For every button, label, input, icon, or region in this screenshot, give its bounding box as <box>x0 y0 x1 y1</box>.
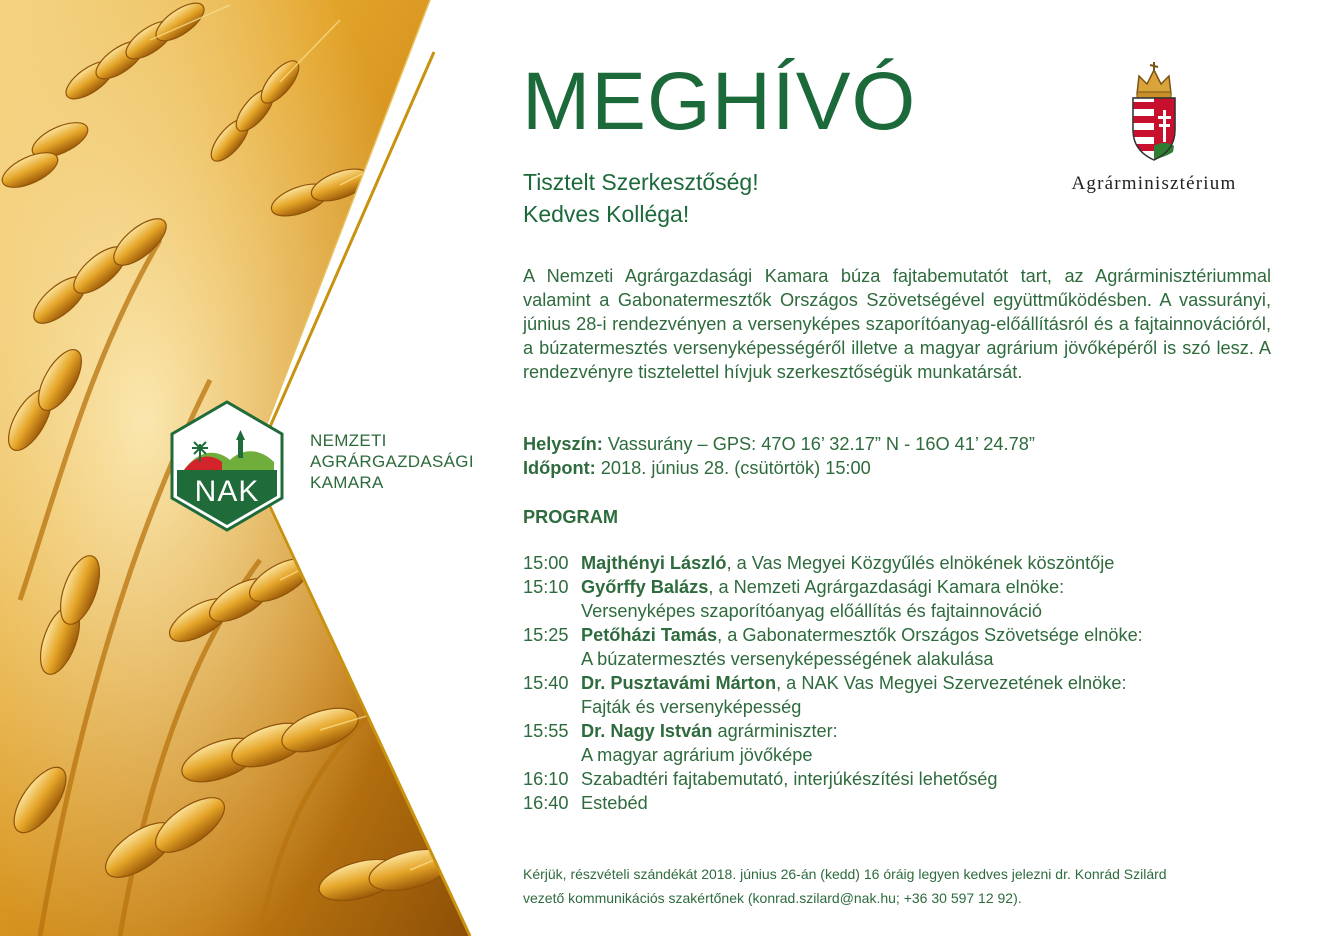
program-time: 15:55 <box>523 721 569 741</box>
program-list <box>523 551 1143 815</box>
program-role: , a NAK Vas Megyei Szervezetének elnöke: <box>776 673 1127 693</box>
program-role: , a Nemzeti Agrárgazdasági Kamara elnöke: <box>708 577 1065 597</box>
program-item <box>523 551 1143 575</box>
ministry-name: Agrárminisztérium <box>1071 173 1237 194</box>
time-label: Időpont: <box>523 458 596 478</box>
program-topic: A búzatermesztés versenyképességének alakulása <box>581 649 994 669</box>
rsvp-note <box>523 862 1167 910</box>
program-topic: A magyar agrárium jövőképe <box>581 745 813 765</box>
program-role: agrárminiszter: <box>712 721 838 741</box>
program-item <box>523 719 1143 767</box>
program-time: 15:00 <box>523 553 569 573</box>
program-item <box>523 671 1143 719</box>
invitation-text: A Nemzeti Agrárgazdasági Kamara búza fajtabemutatót tart, az Agrárminisztériummal valamint a Gabonatermesztők Országos Szövetségével együttműködésben. A vassurányi, június 28-i rendezvényen a versenyképes szaporítóanyag-előállításról és a fajtainnovációról, a búzatermesztés versenyképességéről illetve a magyar agrárium jövőképéről is szó lesz. A rendezvényre tisztelettel hívjuk szerkesztőségük munkatársát. <box>523 266 1271 382</box>
program-speaker: Majthényi László <box>581 553 727 573</box>
program-speaker: Dr. Nagy István <box>581 721 713 741</box>
program-role: , a Vas Megyei Közgyűlés elnökének köszöntője <box>726 553 1115 573</box>
location-line <box>523 432 1035 456</box>
program-role: Szabadtéri fajtabemutató, interjúkészítési lehetőség <box>581 769 998 789</box>
program-item <box>523 791 1143 815</box>
event-info <box>523 432 1035 480</box>
nak-hexagon-logo-icon <box>170 400 284 532</box>
program-speaker: Petőházi Tamás <box>581 625 718 645</box>
program-topic: Fajták és versenyképesség <box>581 697 802 717</box>
nak-name-line-2: AGRÁRGAZDASÁGI <box>310 452 474 471</box>
program-time: 16:10 <box>523 769 569 789</box>
rsvp-line-2: vezető kommunikációs szakértőnek (konrad.szilard@nak.hu; +36 30 597 12 92). <box>523 890 1022 906</box>
program-speaker: Dr. Pusztavámi Márton <box>581 673 777 693</box>
program-item <box>523 623 1143 671</box>
program-time: 16:40 <box>523 793 569 813</box>
program-topic: Versenyképes szaporítóanyag előállítás és fajtainnováció <box>581 601 1043 621</box>
program-speaker: Győrffy Balázs <box>581 577 709 597</box>
program-time: 15:40 <box>523 673 569 693</box>
location-label: Helyszín: <box>523 434 603 454</box>
page-title: MEGHÍVÓ <box>522 56 917 147</box>
program-heading: PROGRAM <box>523 507 618 527</box>
program-role: Estebéd <box>581 793 648 813</box>
hungarian-coat-of-arms-icon <box>1034 60 1274 164</box>
program-item <box>523 767 1143 791</box>
time-value: 2018. június 28. (csütörtök) 15:00 <box>595 458 871 478</box>
location-value: Vassurány – GPS: 47O 16’ 32.17” N - 16O 41’ 24.78” <box>602 434 1035 454</box>
nak-organization-name <box>310 430 474 493</box>
greeting-line-2: Kedves Kolléga! <box>523 201 690 227</box>
program-time: 15:25 <box>523 625 569 645</box>
nak-logo-text: NAK <box>194 475 260 508</box>
ministry-logo <box>1034 60 1274 194</box>
program-role: , a Gabonatermesztők Országos Szövetsége elnöke: <box>717 625 1143 645</box>
program-item <box>523 575 1143 623</box>
nak-name-line-3: KAMARA <box>310 473 384 492</box>
nak-name-line-1: NEMZETI <box>310 431 387 450</box>
greeting <box>523 166 759 230</box>
time-line <box>523 456 1035 480</box>
program-time: 15:10 <box>523 577 569 597</box>
rsvp-line-1: Kérjük, részvételi szándékát 2018. június 26-án (kedd) 16 óráig legyen kedves jelezni dr. Konrád Szilárd <box>523 866 1167 882</box>
greeting-line-1: Tisztelt Szerkesztőség! <box>523 169 759 195</box>
